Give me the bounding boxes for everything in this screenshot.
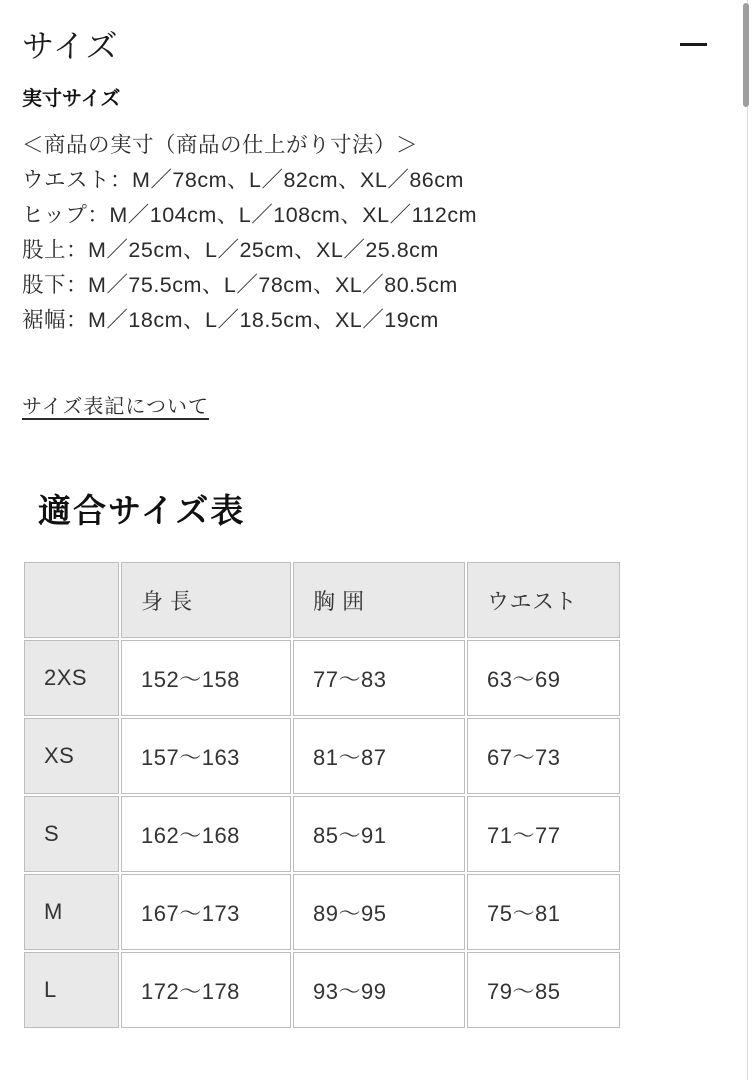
table-row bbox=[24, 640, 620, 716]
cell-waist: 75〜81 bbox=[467, 874, 620, 950]
cell-height: 167〜173 bbox=[121, 874, 291, 950]
cell-chest: 93〜99 bbox=[293, 952, 465, 1028]
cell-size: S bbox=[24, 796, 119, 872]
cell-waist: 79〜85 bbox=[467, 952, 620, 1028]
actual-size-heading: 実寸サイズ bbox=[22, 88, 121, 110]
cell-size: 2XS bbox=[24, 640, 119, 716]
measure-line-hip: ヒップ：M／104cm、L／108cm、XL／112cm bbox=[22, 203, 478, 227]
table-row bbox=[24, 718, 620, 794]
cell-height: 152〜158 bbox=[121, 640, 291, 716]
measure-line-waist: ウエスト：M／78cm、L／82cm、XL／86cm bbox=[22, 168, 464, 192]
scrollbar-thumb[interactable] bbox=[743, 3, 749, 107]
cell-chest: 77〜83 bbox=[293, 640, 465, 716]
cell-size: XS bbox=[24, 718, 119, 794]
header-waist: ウエスト bbox=[467, 562, 620, 638]
table-row bbox=[24, 952, 620, 1028]
fit-size-table bbox=[22, 560, 622, 1030]
table-header-row bbox=[24, 562, 620, 638]
cell-chest: 81〜87 bbox=[293, 718, 465, 794]
page-title: サイズ bbox=[22, 28, 119, 64]
fit-table-heading: 適合サイズ表 bbox=[38, 492, 246, 529]
cell-chest: 89〜95 bbox=[293, 874, 465, 950]
cell-size: L bbox=[24, 952, 119, 1028]
header-chest: 胸 囲 bbox=[293, 562, 465, 638]
cell-waist: 63〜69 bbox=[467, 640, 620, 716]
measure-intro: ＜商品の実寸（商品の仕上がり寸法）＞ bbox=[22, 133, 419, 157]
cell-height: 162〜168 bbox=[121, 796, 291, 872]
measure-line-inseam: 股下：M／75.5cm、L／78cm、XL／80.5cm bbox=[22, 273, 458, 297]
cell-height: 157〜163 bbox=[121, 718, 291, 794]
cell-height: 172〜178 bbox=[121, 952, 291, 1028]
collapse-minus-icon[interactable] bbox=[680, 43, 707, 46]
table-row bbox=[24, 796, 620, 872]
header-size bbox=[24, 562, 119, 638]
cell-waist: 67〜73 bbox=[467, 718, 620, 794]
measure-line-hem: 裾幅：M／18cm、L／18.5cm、XL／19cm bbox=[22, 308, 439, 332]
header-height: 身 長 bbox=[121, 562, 291, 638]
table-row bbox=[24, 874, 620, 950]
cell-chest: 85〜91 bbox=[293, 796, 465, 872]
cell-size: M bbox=[24, 874, 119, 950]
actual-size-measurements bbox=[22, 128, 725, 338]
size-section-header[interactable] bbox=[22, 21, 725, 67]
cell-waist: 71〜77 bbox=[467, 796, 620, 872]
size-notation-link[interactable]: サイズ表記について bbox=[22, 396, 209, 418]
measure-line-rise: 股上：M／25cm、L／25cm、XL／25.8cm bbox=[22, 238, 439, 262]
